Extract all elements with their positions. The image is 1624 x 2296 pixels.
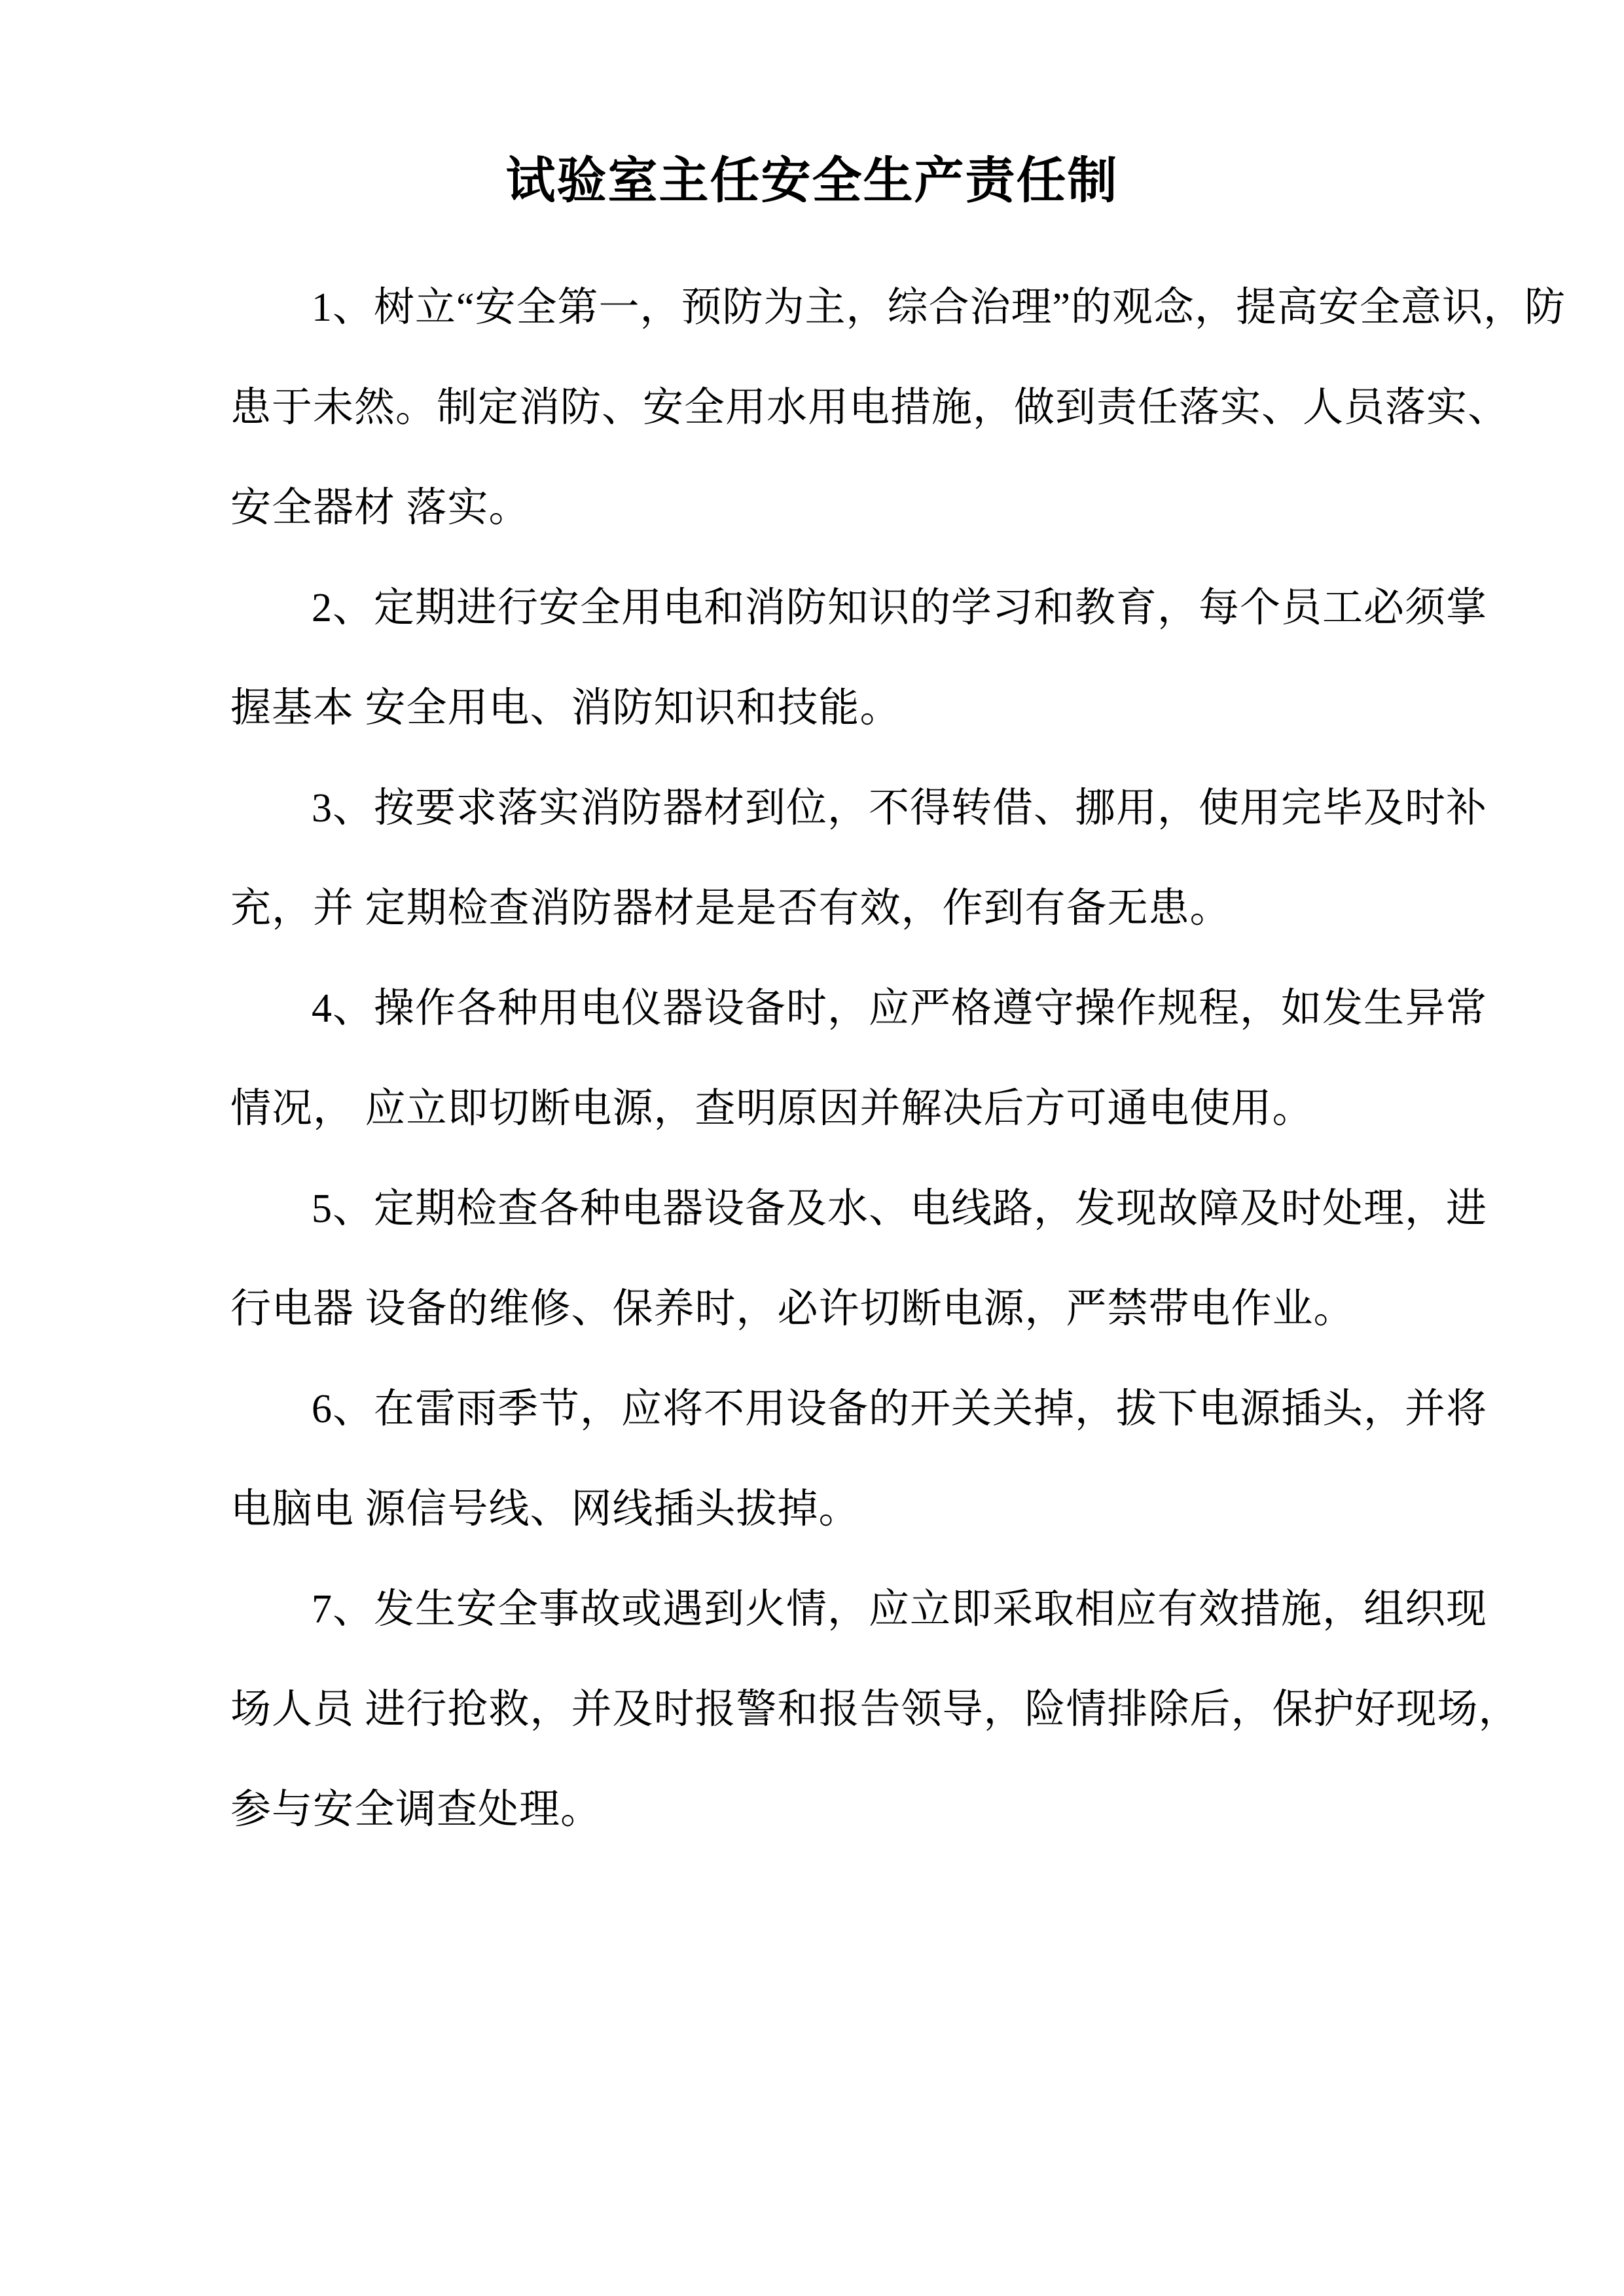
- paragraph: [230, 759, 1523, 959]
- text-line: 4、操作各种用电仪器设备时，应严格遵守操作规程，如发生异常: [312, 986, 1488, 1031]
- text-line: 1、树立“安全第一，预防为主，综合治理”的观念，提高安全意识，防: [312, 285, 1566, 330]
- text-line: 2、定期进行安全用电和消防知识的学习和教育，每个员工必须掌: [312, 586, 1488, 630]
- text-line: 充，并 定期检查消防器材是是否有效，作到有备无患。: [230, 886, 1231, 931]
- paragraph: [230, 1159, 1523, 1359]
- text-line: 5、定期检查各种电器设备及水、电线路，发现故障及时处理，进: [312, 1187, 1488, 1231]
- document-title: 试验室主任安全生产责任制: [505, 154, 1119, 209]
- text-line: 场人员 进行抢救，并及时报警和报告领导，险情排除后，保护好现场，: [230, 1687, 1520, 1732]
- text-line: 7、发生安全事故或遇到火情，应立即采取相应有效措施，组织现: [312, 1587, 1488, 1632]
- paragraph: [230, 258, 1566, 558]
- text-line: 3、按要求落实消防器材到位，不得转借、挪用，使用完毕及时补: [312, 786, 1488, 831]
- paragraph: [230, 1560, 1523, 1860]
- text-line: 安全器材 落实。: [230, 486, 530, 530]
- text-line: 行电器 设备的维修、保养时，必许切断电源，严禁带电作业。: [230, 1287, 1355, 1331]
- text-line: 电脑电 源信号线、网线插头拔掉。: [230, 1487, 860, 1532]
- text-line: 患于未然。制定消防、安全用水用电措施，做到责任落实、人员落实、: [230, 386, 1509, 430]
- text-line: 参与安全调查处理。: [230, 1787, 602, 1832]
- paragraph: [230, 558, 1523, 759]
- document-body: [230, 258, 1566, 1860]
- paragraph: [230, 1359, 1523, 1560]
- text-line: 6、在雷雨季节，应将不用设备的开关关掉，拔下电源插头，并将: [312, 1387, 1488, 1431]
- text-line: 情况， 应立即切断电源，查明原因并解决后方可通电使用。: [230, 1086, 1314, 1131]
- text-line: 握基本 安全用电、消防知识和技能。: [230, 686, 901, 730]
- paragraph: [230, 959, 1523, 1159]
